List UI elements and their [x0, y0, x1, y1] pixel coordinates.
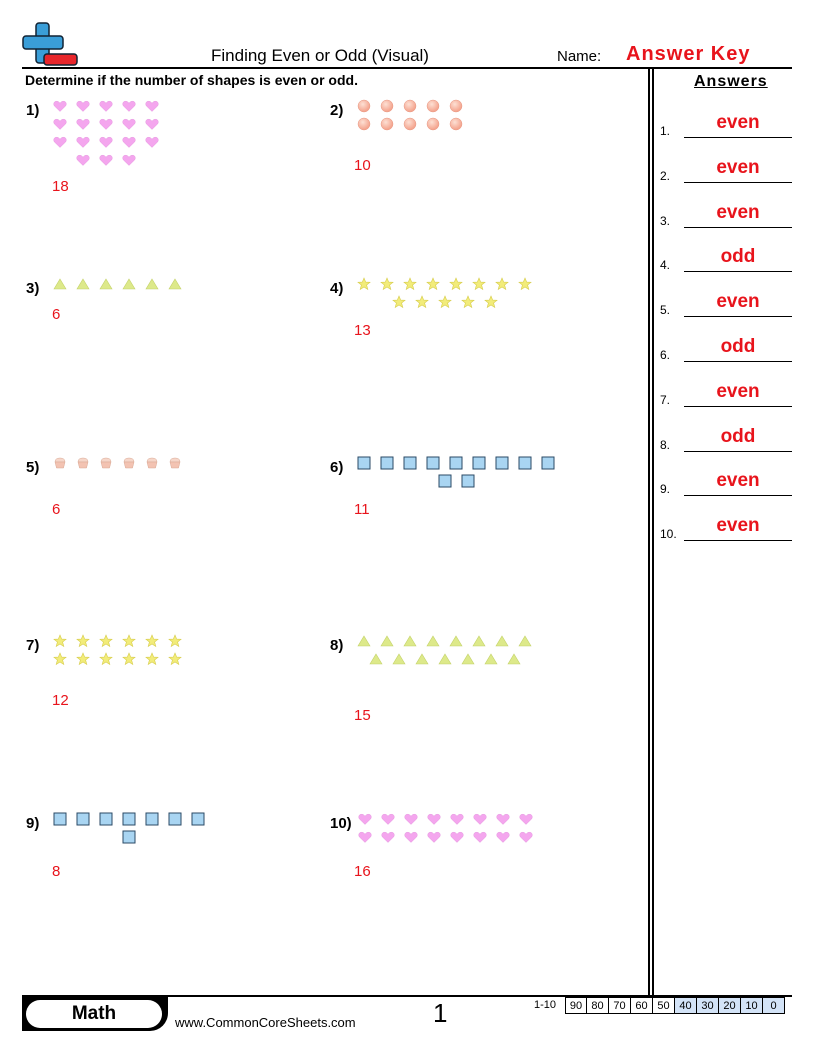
column-divider	[648, 68, 650, 996]
score-cell: 0	[763, 997, 785, 1014]
star-icon	[99, 634, 113, 648]
star-icon	[357, 277, 371, 291]
problem-number: 5)	[26, 459, 40, 476]
score-range: 1-10	[534, 999, 557, 1011]
subject-label: Math	[26, 1000, 162, 1028]
star-icon	[426, 277, 440, 291]
star-icon	[53, 652, 67, 666]
square-icon	[53, 812, 67, 826]
answer-row	[660, 157, 792, 183]
answer-number: 3.	[660, 213, 671, 228]
star-icon	[392, 295, 406, 309]
heart-icon	[99, 117, 113, 131]
answer-line	[684, 361, 792, 362]
score-cell: 60	[631, 997, 653, 1014]
heart-icon	[473, 812, 487, 826]
heart-icon	[76, 99, 90, 113]
score-cell: 90	[565, 997, 587, 1014]
ball-icon	[403, 117, 417, 131]
score-cell: 50	[653, 997, 675, 1014]
problem-4	[330, 273, 620, 393]
answer-row	[660, 381, 792, 407]
heart-icon	[358, 812, 372, 826]
heart-icon	[122, 99, 136, 113]
heart-icon	[519, 830, 533, 844]
problem-number: 3)	[26, 280, 40, 297]
triangle-icon	[403, 634, 417, 648]
triangle-icon	[369, 652, 383, 666]
star-icon	[461, 295, 475, 309]
shape-count: 18	[52, 178, 69, 195]
square-icon	[76, 812, 90, 826]
answer-line	[684, 495, 792, 496]
triangle-icon	[472, 634, 486, 648]
answer-number: 8.	[660, 437, 671, 452]
problem-2	[330, 95, 620, 215]
answer-number: 2.	[660, 168, 671, 183]
heart-icon	[99, 153, 113, 167]
problem-number: 9)	[26, 815, 40, 832]
square-icon	[380, 456, 394, 470]
shape-count: 10	[354, 157, 371, 174]
answer-value: even	[716, 291, 760, 313]
ball-icon	[449, 99, 463, 113]
square-icon	[168, 812, 182, 826]
square-icon	[495, 456, 509, 470]
score-cell: 10	[741, 997, 763, 1014]
heart-icon	[404, 830, 418, 844]
heart-icon	[145, 135, 159, 149]
star-icon	[449, 277, 463, 291]
heart-icon	[99, 99, 113, 113]
answer-row	[660, 291, 792, 317]
square-icon	[426, 456, 440, 470]
square-icon	[541, 456, 555, 470]
answer-number: 5.	[660, 303, 671, 318]
worksheet-title: Finding Even or Odd (Visual)	[211, 46, 429, 65]
heart-icon	[53, 135, 67, 149]
triangle-icon	[76, 277, 90, 291]
triangle-icon	[357, 634, 371, 648]
heart-icon	[145, 99, 159, 113]
square-icon	[191, 812, 205, 826]
star-icon	[380, 277, 394, 291]
square-icon	[472, 456, 486, 470]
square-icon	[122, 812, 136, 826]
star-icon	[122, 634, 136, 648]
answer-row	[660, 112, 792, 138]
shape-count: 12	[52, 692, 69, 709]
heart-icon	[53, 117, 67, 131]
star-icon	[484, 295, 498, 309]
star-icon	[168, 652, 182, 666]
square-icon	[449, 456, 463, 470]
answer-number: 10.	[660, 527, 677, 542]
star-icon	[472, 277, 486, 291]
star-icon	[122, 652, 136, 666]
heart-icon	[122, 153, 136, 167]
answer-value: even	[716, 201, 760, 223]
triangle-icon	[495, 634, 509, 648]
problem-number: 4)	[330, 280, 344, 297]
answers-title: Answers	[694, 73, 768, 90]
header-divider	[22, 67, 792, 69]
triangle-icon	[380, 634, 394, 648]
answer-value: even	[716, 156, 760, 178]
score-cell: 70	[609, 997, 631, 1014]
square-icon	[122, 830, 136, 844]
heart-icon	[473, 830, 487, 844]
cupcake-icon	[122, 456, 136, 470]
star-icon	[415, 295, 429, 309]
triangle-icon	[168, 277, 182, 291]
heart-icon	[427, 812, 441, 826]
answer-value: even	[716, 515, 760, 537]
answer-line	[684, 227, 792, 228]
cupcake-icon	[99, 456, 113, 470]
problem-number: 1)	[26, 102, 40, 119]
answer-value: even	[716, 112, 760, 133]
problem-5	[26, 452, 316, 572]
star-icon	[438, 295, 452, 309]
square-icon	[403, 456, 417, 470]
problem-number: 6)	[330, 459, 344, 476]
answer-number: 1.	[660, 124, 671, 138]
site-url: www.CommonCoreSheets.com	[175, 1015, 356, 1030]
shape-count: 16	[354, 863, 371, 880]
shape-count: 6	[52, 501, 61, 518]
star-icon	[99, 652, 113, 666]
answer-row	[660, 246, 792, 272]
answer-value: odd	[720, 425, 756, 447]
heart-icon	[122, 135, 136, 149]
heart-icon	[145, 117, 159, 131]
heart-icon	[53, 99, 67, 113]
star-icon	[53, 634, 67, 648]
shape-count: 15	[354, 707, 371, 724]
heart-icon	[381, 812, 395, 826]
problem-7	[26, 630, 316, 750]
triangle-icon	[53, 277, 67, 291]
cupcake-icon	[168, 456, 182, 470]
answer-row	[660, 336, 792, 362]
answer-line	[684, 406, 792, 407]
shape-count: 6	[52, 306, 61, 323]
heart-icon	[122, 117, 136, 131]
triangle-icon	[99, 277, 113, 291]
star-icon	[145, 634, 159, 648]
name-label: Name:	[557, 48, 602, 65]
answer-line	[684, 271, 792, 272]
ball-icon	[357, 99, 371, 113]
answer-value: odd	[720, 336, 756, 357]
triangle-icon	[426, 634, 440, 648]
answer-line	[684, 451, 792, 452]
ball-icon	[403, 99, 417, 113]
star-icon	[168, 634, 182, 648]
star-icon	[495, 277, 509, 291]
shape-count: 11	[354, 501, 370, 518]
triangle-icon	[122, 277, 136, 291]
ball-icon	[380, 117, 394, 131]
cupcake-icon	[53, 456, 67, 470]
star-icon	[403, 277, 417, 291]
triangle-icon	[484, 652, 498, 666]
square-icon	[99, 812, 113, 826]
triangle-icon	[438, 652, 452, 666]
heart-icon	[381, 830, 395, 844]
answer-row	[660, 515, 792, 541]
heart-icon	[427, 830, 441, 844]
problem-6	[330, 452, 620, 572]
square-icon	[357, 456, 371, 470]
square-icon	[518, 456, 532, 470]
star-icon	[76, 634, 90, 648]
heart-icon	[519, 812, 533, 826]
square-icon	[438, 474, 452, 488]
answer-row	[660, 426, 792, 452]
heart-icon	[76, 117, 90, 131]
ball-icon	[380, 99, 394, 113]
triangle-icon	[145, 277, 159, 291]
answer-value: odd	[720, 246, 756, 268]
problem-number: 8)	[330, 637, 344, 654]
answer-line	[684, 316, 792, 317]
triangle-icon	[518, 634, 532, 648]
problem-number: 2)	[330, 102, 344, 119]
triangle-icon	[461, 652, 475, 666]
shape-count: 8	[52, 863, 61, 880]
score-cell: 30	[697, 997, 719, 1014]
problem-number: 10)	[330, 815, 352, 832]
ball-icon	[357, 117, 371, 131]
instructions: Determine if the number of shapes is even or odd.	[25, 72, 358, 88]
score-cell: 20	[719, 997, 741, 1014]
answer-line	[684, 540, 792, 541]
heart-icon	[76, 153, 90, 167]
heart-icon	[76, 135, 90, 149]
problem-3	[26, 273, 316, 393]
problem-8	[330, 630, 620, 750]
heart-icon	[99, 135, 113, 149]
answer-row	[660, 470, 792, 496]
problem-9	[26, 808, 316, 928]
answer-line	[684, 137, 792, 138]
problem-1	[26, 95, 316, 215]
answer-line	[684, 182, 792, 183]
ball-icon	[449, 117, 463, 131]
triangle-icon	[415, 652, 429, 666]
column-divider	[652, 68, 654, 996]
heart-icon	[496, 812, 510, 826]
answer-number: 7.	[660, 392, 671, 407]
answer-number: 6.	[660, 348, 671, 362]
shape-count: 13	[354, 322, 371, 339]
score-cell: 80	[587, 997, 609, 1014]
problem-10	[330, 808, 620, 928]
answer-key-label: Answer Key	[626, 43, 751, 65]
cupcake-icon	[76, 456, 90, 470]
heart-icon	[496, 830, 510, 844]
logo-plus-minus-icon	[22, 22, 80, 68]
triangle-icon	[507, 652, 521, 666]
heart-icon	[450, 812, 464, 826]
star-icon	[518, 277, 532, 291]
heart-icon	[358, 830, 372, 844]
score-cell: 40	[675, 997, 697, 1014]
ball-icon	[426, 99, 440, 113]
square-icon	[461, 474, 475, 488]
triangle-icon	[392, 652, 406, 666]
cupcake-icon	[145, 456, 159, 470]
star-icon	[145, 652, 159, 666]
answer-value: even	[716, 470, 760, 492]
answer-row	[660, 202, 792, 228]
score-table	[532, 997, 785, 1014]
heart-icon	[450, 830, 464, 844]
subject-badge	[22, 997, 168, 1031]
answer-number: 9.	[660, 482, 671, 497]
triangle-icon	[449, 634, 463, 648]
heart-icon	[404, 812, 418, 826]
problem-number: 7)	[26, 637, 40, 654]
ball-icon	[426, 117, 440, 131]
star-icon	[76, 652, 90, 666]
page-number: 1	[433, 998, 448, 1028]
answer-number: 4.	[660, 258, 671, 273]
answer-value: even	[716, 380, 760, 402]
square-icon	[145, 812, 159, 826]
